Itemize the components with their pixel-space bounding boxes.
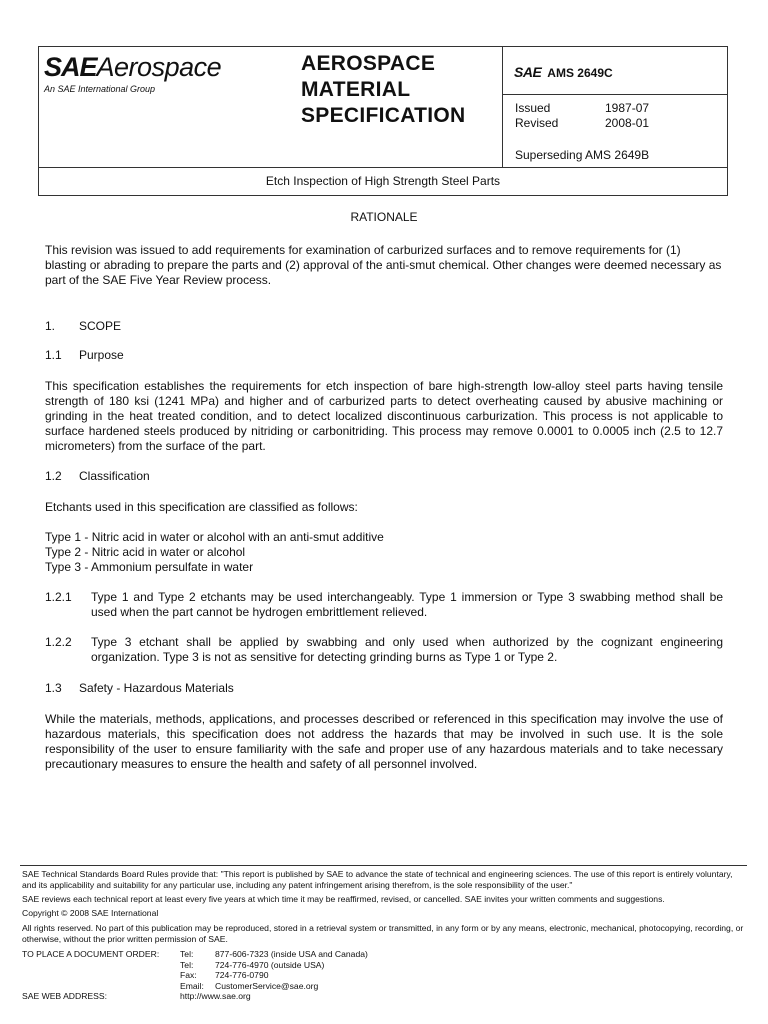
- section-title: Safety - Hazardous Materials: [79, 681, 234, 695]
- list-item: Type 3 - Ammonium persulfate in water: [45, 560, 254, 574]
- spec-title-line: MATERIAL: [301, 78, 411, 101]
- paragraph-text: Type 3 etchant shall be applied by swabbing and only used when authorized by the cognizant engineering organization. Type 3 is not as sensitive for detecting grinding burns as Type 1 or Type 2.: [91, 635, 723, 664]
- paragraph-text: Type 1 and Type 2 etchants may be used interchangeably. Type 1 immersion or Type 3 swabbing method shall be used when the part cannot be hydrogen embrittlement relieved.: [91, 590, 723, 619]
- issued-label: Issued: [515, 101, 551, 115]
- paragraph-number: 1.2.1: [45, 590, 72, 604]
- superseding-note: Superseding AMS 2649B: [515, 148, 650, 162]
- tel-value: 877-606-7323 (inside USA and Canada): [215, 949, 368, 959]
- footer-rule: [20, 865, 747, 866]
- section-purpose: [45, 348, 124, 363]
- document-title: Etch Inspection of High Strength Steel Parts: [265, 174, 501, 188]
- spec-title-line: SPECIFICATION: [301, 104, 466, 127]
- header-divider: [502, 47, 503, 167]
- copyright-notice: Copyright © 2008 SAE International: [22, 908, 159, 918]
- tel-label: Tel:: [180, 949, 194, 959]
- logo-subtitle: An SAE International Group: [44, 84, 156, 94]
- email-link[interactable]: CustomerService@sae.org: [215, 980, 319, 991]
- paragraph-number: 1.2.2: [45, 635, 72, 649]
- list-item: Type 2 - Nitric acid in water or alcohol: [45, 545, 246, 559]
- header-divider: [503, 94, 728, 95]
- web-address-link[interactable]: http://www.sae.org: [180, 991, 251, 1001]
- etchant-type-list: [45, 530, 723, 575]
- fax-label: Fax:: [180, 970, 197, 980]
- rights-notice: All rights reserved. No part of this publication may be reproduced, stored in a retrieval system or transmitted, in any form or by any means, electronic, mechanical, photocopying, recording, or otherwise, without the prior written permission of SAE.: [22, 923, 744, 944]
- sae-mark: SAE: [514, 64, 542, 80]
- email-label: Email:: [180, 980, 204, 991]
- rationale-heading: RATIONALE: [350, 210, 418, 224]
- section-scope: [45, 319, 121, 334]
- fax-value: 724-776-0790: [215, 970, 269, 980]
- section-classification: [45, 469, 150, 484]
- section-number: 1.1: [45, 348, 62, 362]
- list-item: Type 1 - Nitric acid in water or alcohol with an anti-smut additive: [45, 530, 384, 544]
- revised-value: 2008-01: [605, 116, 650, 130]
- logo-mark: SAE: [44, 52, 97, 82]
- document-number-text: AMS 2649C: [547, 66, 613, 80]
- board-rules-notice: SAE Technical Standards Board Rules provide that: "This report is published by SAE to advance the state of technical and engineering sciences. The use of this report is entirely voluntary, and its applicability and suitability for any particular use, including any patent infringement arising therefrom, is the sole responsibility of the user.": [22, 869, 733, 890]
- rationale-text: This revision was issued to add requirements for examination of carburized surfaces and to remove requirements for (1) blasting or abrading to prepare the parts and (2) approval of the anti-smut chemical. Other changes were deemed necessary as part of the SAE Five Year Review process.: [45, 243, 722, 287]
- tel-label: Tel:: [180, 959, 194, 970]
- sae-aerospace-logo: [44, 52, 222, 94]
- safety-text: While the materials, methods, applications, and processes described or referenced in this specification may involve the use of hazardous materials, this specification does not address the hazards that may be involved in such use. It is the sole responsibility of the user to ensure familiarity with the safe and proper use of any hazardous materials and to take necessary precautionary measures to ensure the health and safety of all personnel involved.: [45, 712, 723, 771]
- issue-dates: [515, 101, 649, 131]
- purpose-text: This specification establishes the requirements for etch inspection of bare high-strength low-alloy steel parts having tensile strength of 180 ksi (1241 MPa) and higher and of carburized parts to detect overheating caused by abusive machining or grinding in the heat treated condition, and to detect localized discontinuous carburization. This process is not applicable to surface hardened steels produced by nitriding or carbonitriding. This process may remove 0.0001 to 0.0005 inch (2.5 to 12.7 micrometers) from the surface of the part.: [45, 379, 723, 453]
- document-header: [38, 46, 728, 196]
- section-number: 1.: [45, 319, 56, 333]
- section-title: SCOPE: [79, 319, 122, 333]
- spec-title: [301, 51, 466, 129]
- document-number: [514, 64, 613, 80]
- issued-value: 1987-07: [605, 101, 650, 115]
- paragraph-1-2-2: [45, 635, 723, 665]
- classification-text: Etchants used in this specification are classified as follows:: [45, 500, 358, 514]
- section-number: 1.3: [45, 681, 62, 695]
- section-safety: [45, 681, 234, 696]
- section-title: Classification: [79, 469, 150, 483]
- spec-title-line: AEROSPACE: [301, 52, 436, 75]
- tel-value: 724-776-4970 (outside USA): [215, 959, 325, 970]
- order-label: TO PLACE A DOCUMENT ORDER:: [22, 949, 160, 959]
- logo-word: Aerospace: [96, 52, 222, 82]
- section-number: 1.2: [45, 469, 62, 483]
- review-notice: SAE reviews each technical report at least every five years at which time it may be reaffirmed, revised, or cancelled. SAE invites your written comments and suggestions.: [22, 894, 665, 904]
- web-address-label: SAE WEB ADDRESS:: [22, 991, 108, 1001]
- section-title: Purpose: [79, 348, 124, 362]
- revised-label: Revised: [515, 116, 559, 130]
- paragraph-1-2-1: [45, 590, 723, 620]
